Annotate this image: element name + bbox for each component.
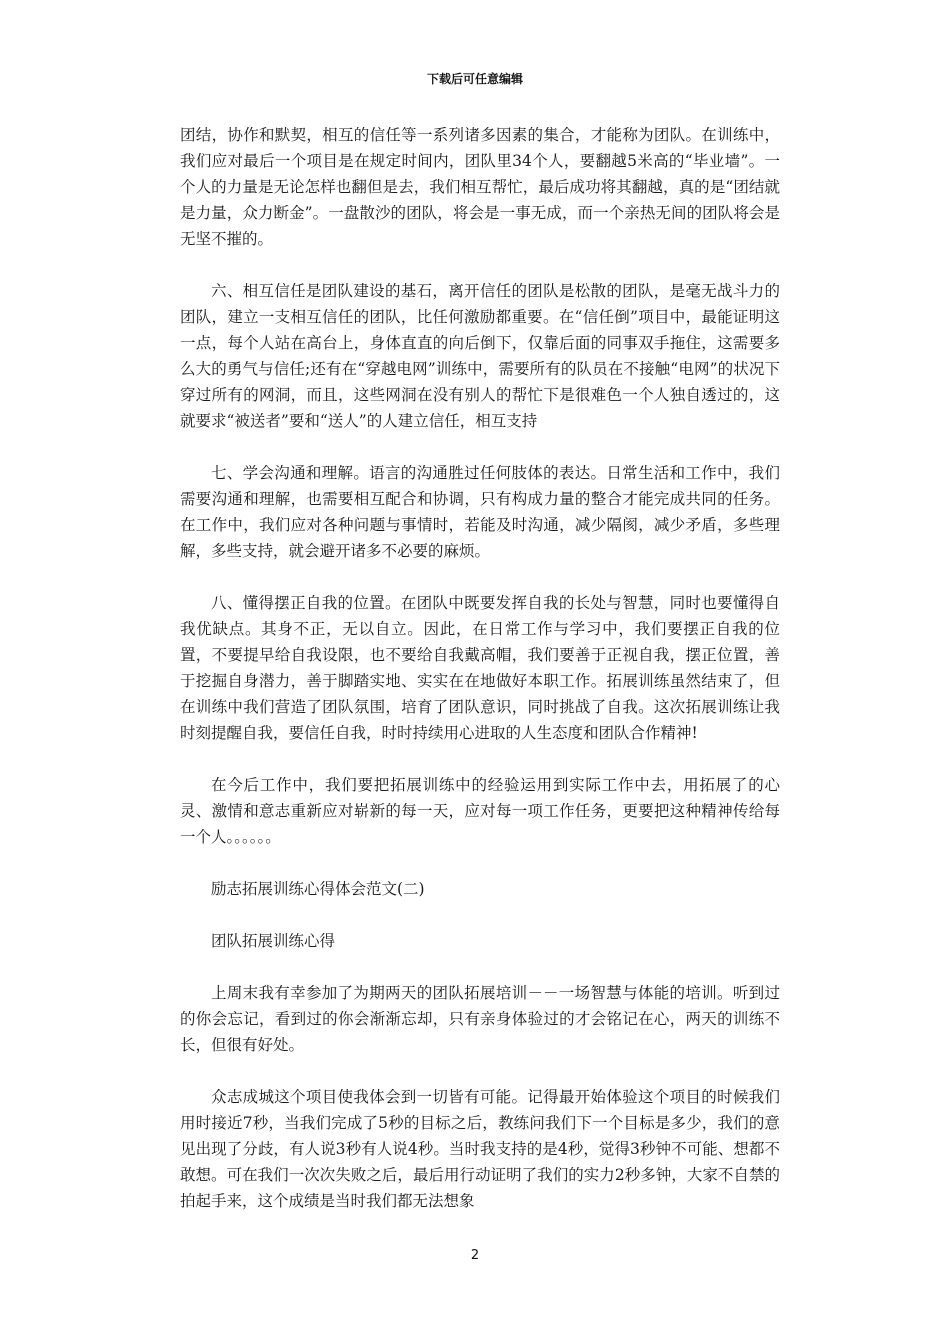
paragraph-point-seven: 七、学会沟通和理解。语言的沟通胜过任何肢体的表达。日常生活和工作中，我们需要沟通和理解，也需要相互配合和协调，只有构成力量的整合才能完成共同的任务。在工作中，我们应对各种问题与事情时，若能及时沟通，减少隔阂，减少矛盾，多些理解，多些支持，就会避开诸多不必要的麻烦。 xyxy=(180,464,780,560)
paragraph-point-eight: 八、懂得摆正自我的位置。在团队中既要发挥自我的长处与智慧，同时也要懂得自我优缺点。其身不正，无以自立。因此，在日常工作与学习中，我们要摆正自我的位置，不要提早给自我设限，也不要给自我戴高帽，我们要善于正视自我，摆正位置，善于挖掘自身潜力，善于脚踏实地、实实在在地做好本职工作。拓展训练虽然结束了，但在训练中我们营造了团队氛围，培育了团队意识，同时挑战了自我。这次拓展训练让我时刻提醒自我，要信任自我，时时持续用心进取的人生态度和团队合作精神! xyxy=(180,594,780,742)
section-title-sample-two: 励志拓展训练心得体会范文(二) xyxy=(211,880,425,898)
header-note: 下载后可任意编辑 xyxy=(426,72,523,86)
paragraph-project-experience: 众志成城这个项目使我体会到一切皆有可能。记得最开始体验这个项目的时候我们用时接近7秒，当我们完成了5秒的目标之后，教练问我们下一个目标是多少，我们的意见出现了分歧，有人说3秒有人说4秒。当时我支持的是4秒，觉得3秒钟不可能、想都不敢想。可在我们一次次失败之后，最后用行动证明了我们的实力2秒多钟，大家不自禁的拍起手来，这个成绩是当时我们都无法想象 xyxy=(180,1088,780,1210)
page-number: 2 xyxy=(470,1248,480,1263)
section-subtitle: 团队拓展训练心得 xyxy=(211,932,336,950)
document-body xyxy=(180,122,780,1240)
paragraph-training-intro: 上周末我有幸参加了为期两天的团队拓展培训－－一场智慧与体能的培训。听到过的你会忘记，看到过的你会渐渐忘却，只有亲身体验过的才会铭记在心，两天的训练不长，但很有好处。 xyxy=(180,984,780,1054)
paragraph-teamwork-continuation: 团结，协作和默契，相互的信任等一系列诸多因素的集合，才能称为团队。在训练中，我们应对最后一个项目是在规定时间内，团队里34个人，要翻越5米高的“毕业墙”。一个人的力量是无论怎样也翻但是去，我们相互帮忙，最后成功将其翻越，真的是“团结就是力量，众力断金”。一盘散沙的团队，将会是一事无成，而一个亲热无间的团队将会是无坚不摧的。 xyxy=(180,126,780,248)
paragraph-point-six: 六、相互信任是团队建设的基石，离开信任的团队是松散的团队，是毫无战斗力的团队，建立一支相互信任的团队，比任何激励都重要。在“信任倒”项目中，最能证明这一点，每个人站在高台上，身体直直的向后倒下，仅靠后面的同事双手拖住，这需要多么大的勇气与信任;还有在“穿越电网”训练中，需要所有的队员在不接触“电网”的状况下穿过所有的网洞，而且，这些网洞在没有别人的帮忙下是很难色一个人独自透过的，这就要求“被送者”要和“送人”的人建立信任，相互支持 xyxy=(180,282,780,430)
paragraph-conclusion: 在今后工作中，我们要把拓展训练中的经验运用到实际工作中去，用拓展了的心灵、激情和意志重新应对崭新的每一天，应对每一项工作任务，更要把这种精神传给每一个人。。。。。。 xyxy=(180,776,780,846)
